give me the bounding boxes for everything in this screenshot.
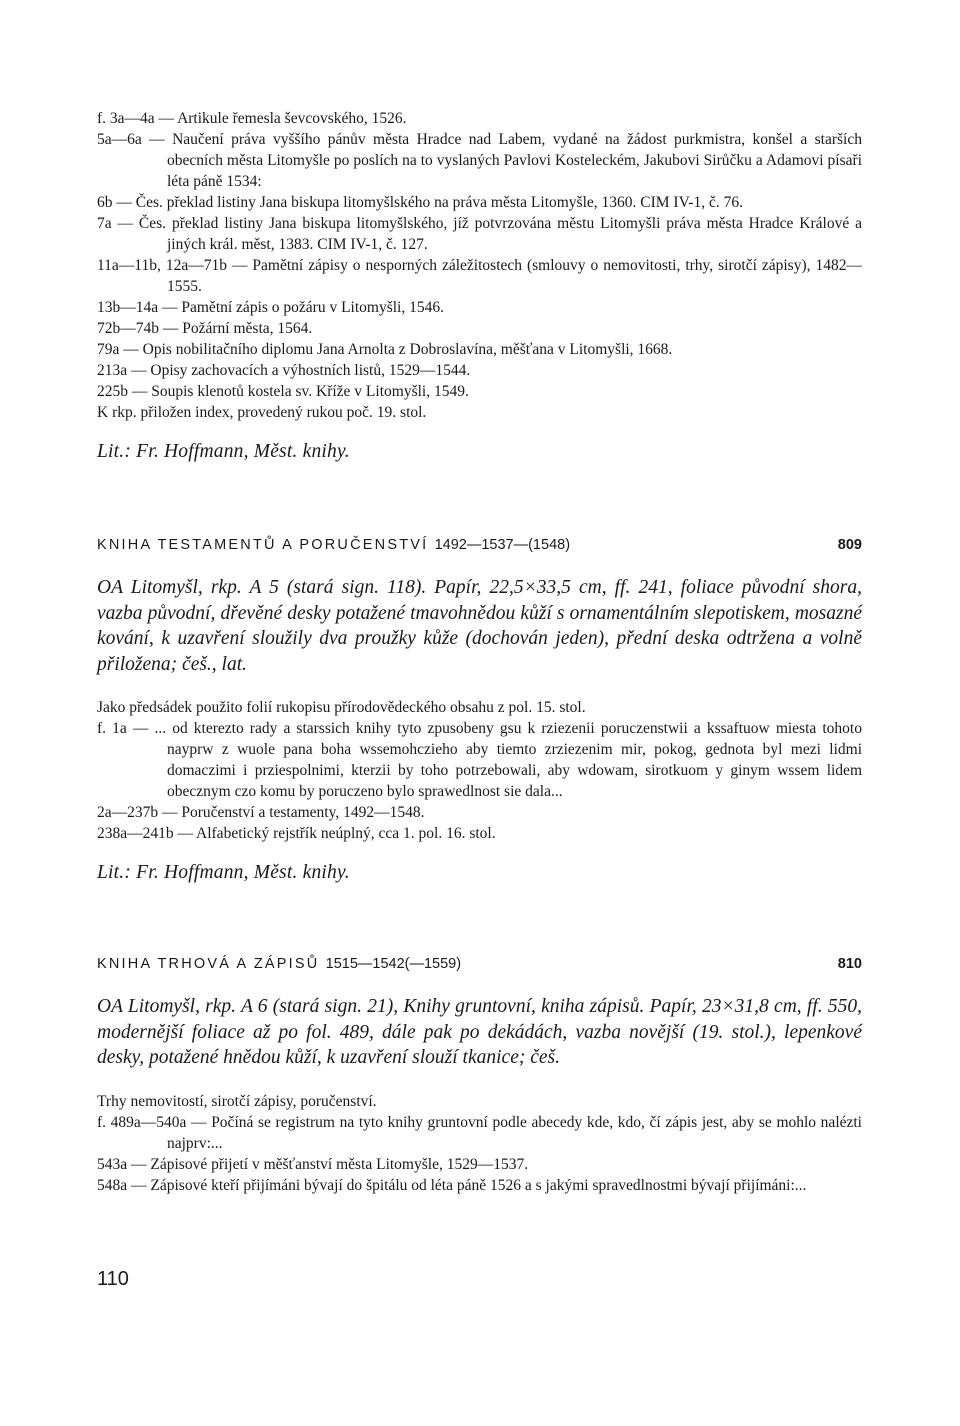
section-title: KNIHA TRHOVÁ A ZÁPISŮ <box>97 956 320 972</box>
list-item: f. 489a—540a — Počíná se registrum na tyto knihy gruntovní podle abecedy kde, kdo, čí zápis jest, aby se mohlo nalézti najprv:... <box>97 1113 862 1152</box>
section-810 <box>97 956 862 1196</box>
list-item: 548a — Zápisové kteří přijímáni bývají do špitálu od léta páně 1526 a s jakými spravedlnostmi bývají přijímáni:... <box>97 1176 807 1194</box>
top-entry-list <box>97 108 862 423</box>
list-item: 72b—74b — Požární města, 1564. <box>97 320 313 337</box>
section-number: 809 <box>837 537 862 553</box>
section-dates: 1515—1542(—1559) <box>325 956 462 972</box>
section-title: KNIHA TESTAMENTŮ A PORUČENSTVÍ <box>97 537 429 553</box>
list-item: f. 1a — ... od kterezto rady a starssich knihy tyto zpusobeny gsu k rziezenii poruczenstwii a kssaftuow miesta tohoto nayprw z wuole pana boha wssemohczieho aby tiemto zrziezenim mir, pokog, gednota byl mezi lidmi domaczimi i prziespolnimi, kterzii by toho potrzebowali, aby wdowam, sirotkuom y ginym wssem lidem obecznym czo komu by poruczeno bylo sprawedlnost sie dala... <box>97 720 862 800</box>
list-item: 11a—11b, 12a—71b — Pamětní zápisy o nesporných záležitostech (smlouvy o nemovitosti, trhy, sirotčí zápisy), 1482—1555. <box>97 257 862 295</box>
section-dates: 1492—1537—(1548) <box>434 537 571 553</box>
list-item: f. 3a—4a — Artikule řemesla ševcovského, 1526. <box>97 110 407 127</box>
top-note: K rkp. přiložen index, provedený rukou poč. 19. stol. <box>97 404 427 421</box>
list-item: 79a — Opis nobilitačního diplomu Jana Arnolta z Dobroslavína, měšťana v Litomyšli, 1668. <box>97 341 673 358</box>
section-entry-list <box>97 718 862 844</box>
list-item: 213a — Opisy zachovacích a výhostních listů, 1529—1544. <box>97 362 471 379</box>
page-number: 110 <box>97 1268 129 1290</box>
section-description: OA Litomyšl, rkp. A 6 (stará sign. 21), Knihy gruntovní, kniha zápisů. Papír, 23×31,8 cm, ff. 550, modernější foliace až po fol. 489, dále pak po dekádách, vazba novější (19. stol.), lepenkové desky, potažené hnědou kůží, k uzavření slouží tkanice; češ. <box>97 996 862 1068</box>
section-entry-list <box>97 1112 862 1196</box>
list-item: 2a—237b — Poručenství a testamenty, 1492—1548. <box>97 804 425 821</box>
list-item: 543a — Zápisové přijetí v měšťanství města Litomyšle, 1529—1537. <box>97 1155 529 1173</box>
section-number: 810 <box>837 956 862 972</box>
literature-reference: Lit.: Fr. Hoffmann, Měst. knihy. <box>97 441 350 462</box>
page-content <box>97 108 862 1196</box>
list-item: 6b — Čes. překlad listiny Jana biskupa litomyšlského na práva města Litomyšle, 1360. CIM IV-1, č. 76. <box>97 194 744 211</box>
section-description: OA Litomyšl, rkp. A 5 (stará sign. 118). Papír, 22,5×33,5 cm, ff. 241, foliace původní shora, vazba původní, dřevěné desky potažené tmavohnědou kůží s ornamentálním slepotiskem, mosazné kování, k uzavření sloužily dva proužky kůže (dochován jeden), přední deska odtržena a volně přiložena; češ., lat. <box>97 577 862 675</box>
section-heading <box>97 537 862 553</box>
section-heading <box>97 956 862 972</box>
literature-reference: Lit.: Fr. Hoffmann, Měst. knihy. <box>97 862 350 883</box>
list-item: 225b — Soupis klenotů kostela sv. Kříže v Litomyšli, 1549. <box>97 383 469 400</box>
section-note: Trhy nemovitostí, sirotčí zápisy, poručenství. <box>97 1092 377 1110</box>
list-item: 5a—6a — Naučení práva vyššího pánův města Hradce nad Labem, vydané na žádost purkmistra, konšel a starších obecních města Litomyšle po poslích na to vyslaných Pavlovi Kosteleckém, Jakubovi Sirůčku a Adamovi písaři léta páně 1534: <box>97 131 862 190</box>
section-note: Jako předsádek použito folií rukopisu přírodovědeckého obsahu z pol. 15. stol. <box>97 699 586 716</box>
list-item: 7a — Čes. překlad listiny Jana biskupa litomyšlského, jíž potvrzována městu Litomyšli práva města Hradce Králové a jiných král. měst, 1383. CIM IV-1, č. 127. <box>97 215 862 253</box>
list-item: 13b—14a — Pamětní zápis o požáru v Litomyšli, 1546. <box>97 299 444 316</box>
section-809 <box>97 537 862 884</box>
list-item: 238a—241b — Alfabetický rejstřík neúplný, cca 1. pol. 16. stol. <box>97 825 496 842</box>
